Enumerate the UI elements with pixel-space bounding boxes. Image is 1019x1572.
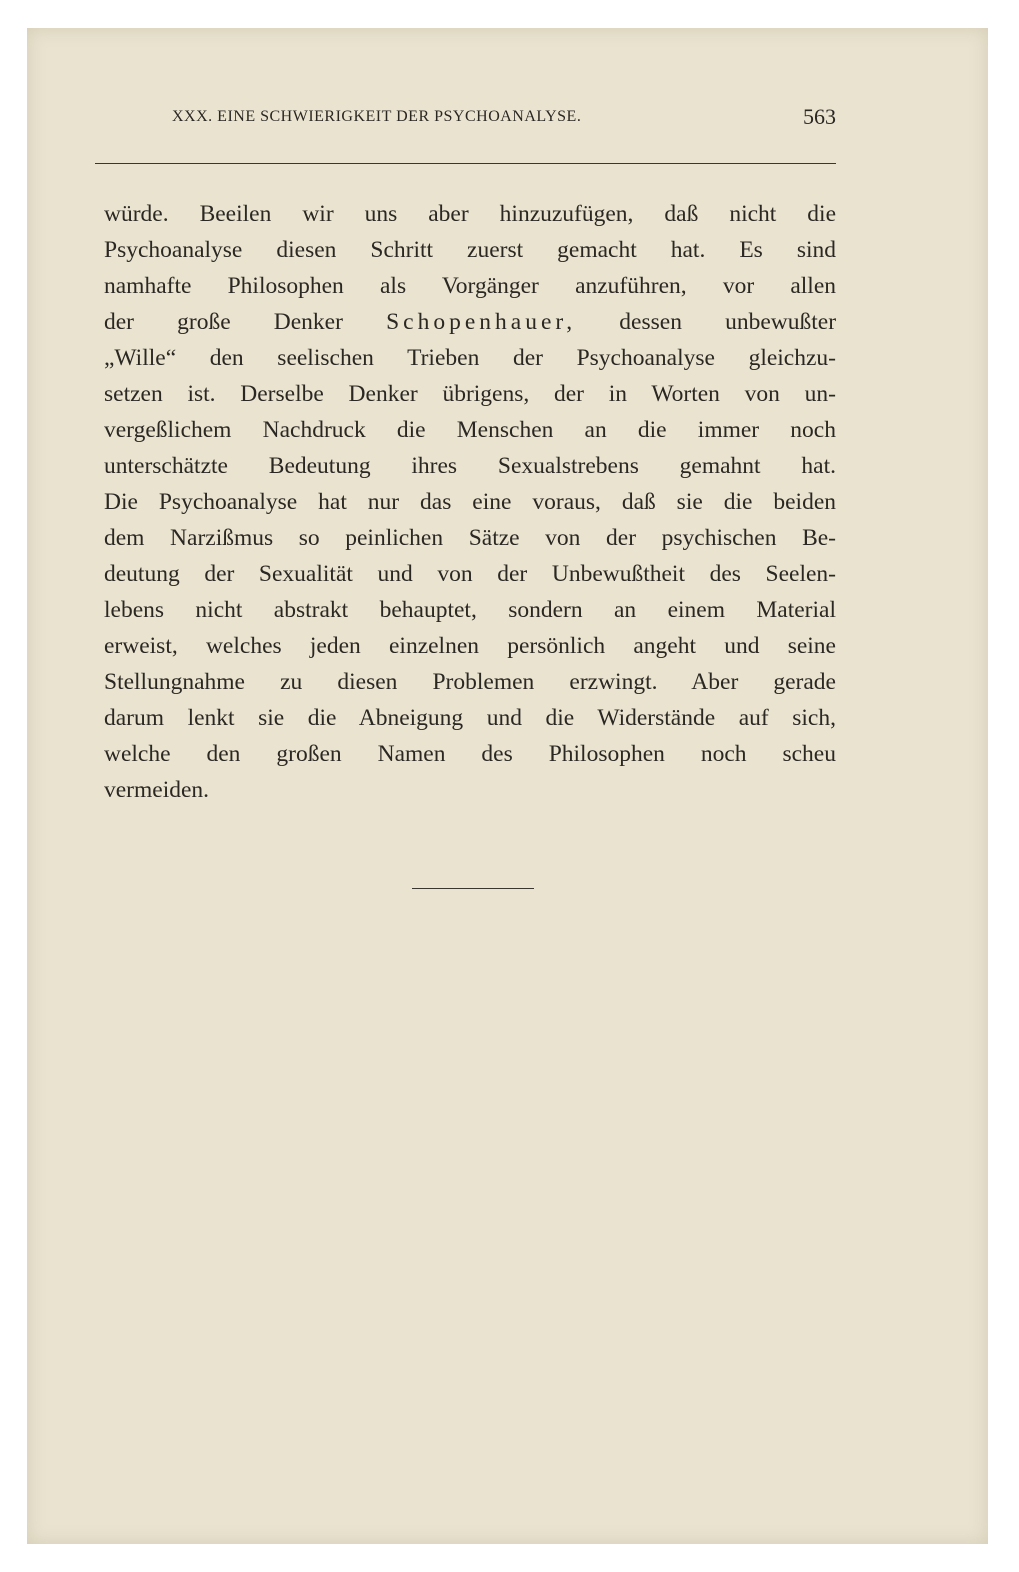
body-paragraph [104,196,836,808]
text-line: vermeiden. [104,777,210,803]
text-line: darum lenkt sie die Abneigung und die Widerstände auf sich, [104,705,836,731]
text-line: „Wille“ den seelischen Trieben der Psychoanalyse gleichzu- [104,345,836,371]
text-line: würde. Beeilen wir uns aber hinzuzufügen, daß nicht die [104,201,836,227]
text-line: setzen ist. Derselbe Denker übrigens, der in Worten von un- [104,381,836,407]
running-header [68,104,836,138]
text-segment: der große Denker [104,309,343,335]
text-line [104,304,836,340]
text-line: dem Narzißmus so peinlichen Sätze von der psychischen Be- [104,525,836,551]
text-line: Die Psychoanalyse hat nur das eine voraus, daß sie die beiden [104,489,836,515]
text-segment: dessen unbewußter [619,309,837,335]
emphasized-name: Schopenhauer, [386,309,577,335]
section-end-rule [412,888,534,889]
text-line: Psychoanalyse diesen Schritt zuerst gemacht hat. Es sind [104,237,836,263]
text-line: welche den großen Namen des Philosophen noch scheu [104,741,836,767]
text-line: Stellungnahme zu diesen Problemen erzwingt. Aber gerade [104,669,836,695]
text-line: lebens nicht abstrakt behauptet, sondern an einem Material [104,597,836,623]
text-line: deutung der Sexualität und von der Unbewußtheit des Seelen- [104,561,836,587]
text-line: vergeßlichem Nachdruck die Menschen an die immer noch [104,417,836,443]
header-rule [95,163,836,164]
text-line: unterschätzte Bedeutung ihres Sexualstrebens gemahnt hat. [104,453,836,479]
text-line: namhafte Philosophen als Vorgänger anzuführen, vor allen [104,273,836,299]
text-line: erweist, welches jeden einzelnen persönlich angeht und seine [104,633,836,659]
page-number: 563 [803,104,836,129]
running-title: XXX. EINE SCHWIERIGKEIT DER PSYCHOANALYSE. [172,108,582,125]
